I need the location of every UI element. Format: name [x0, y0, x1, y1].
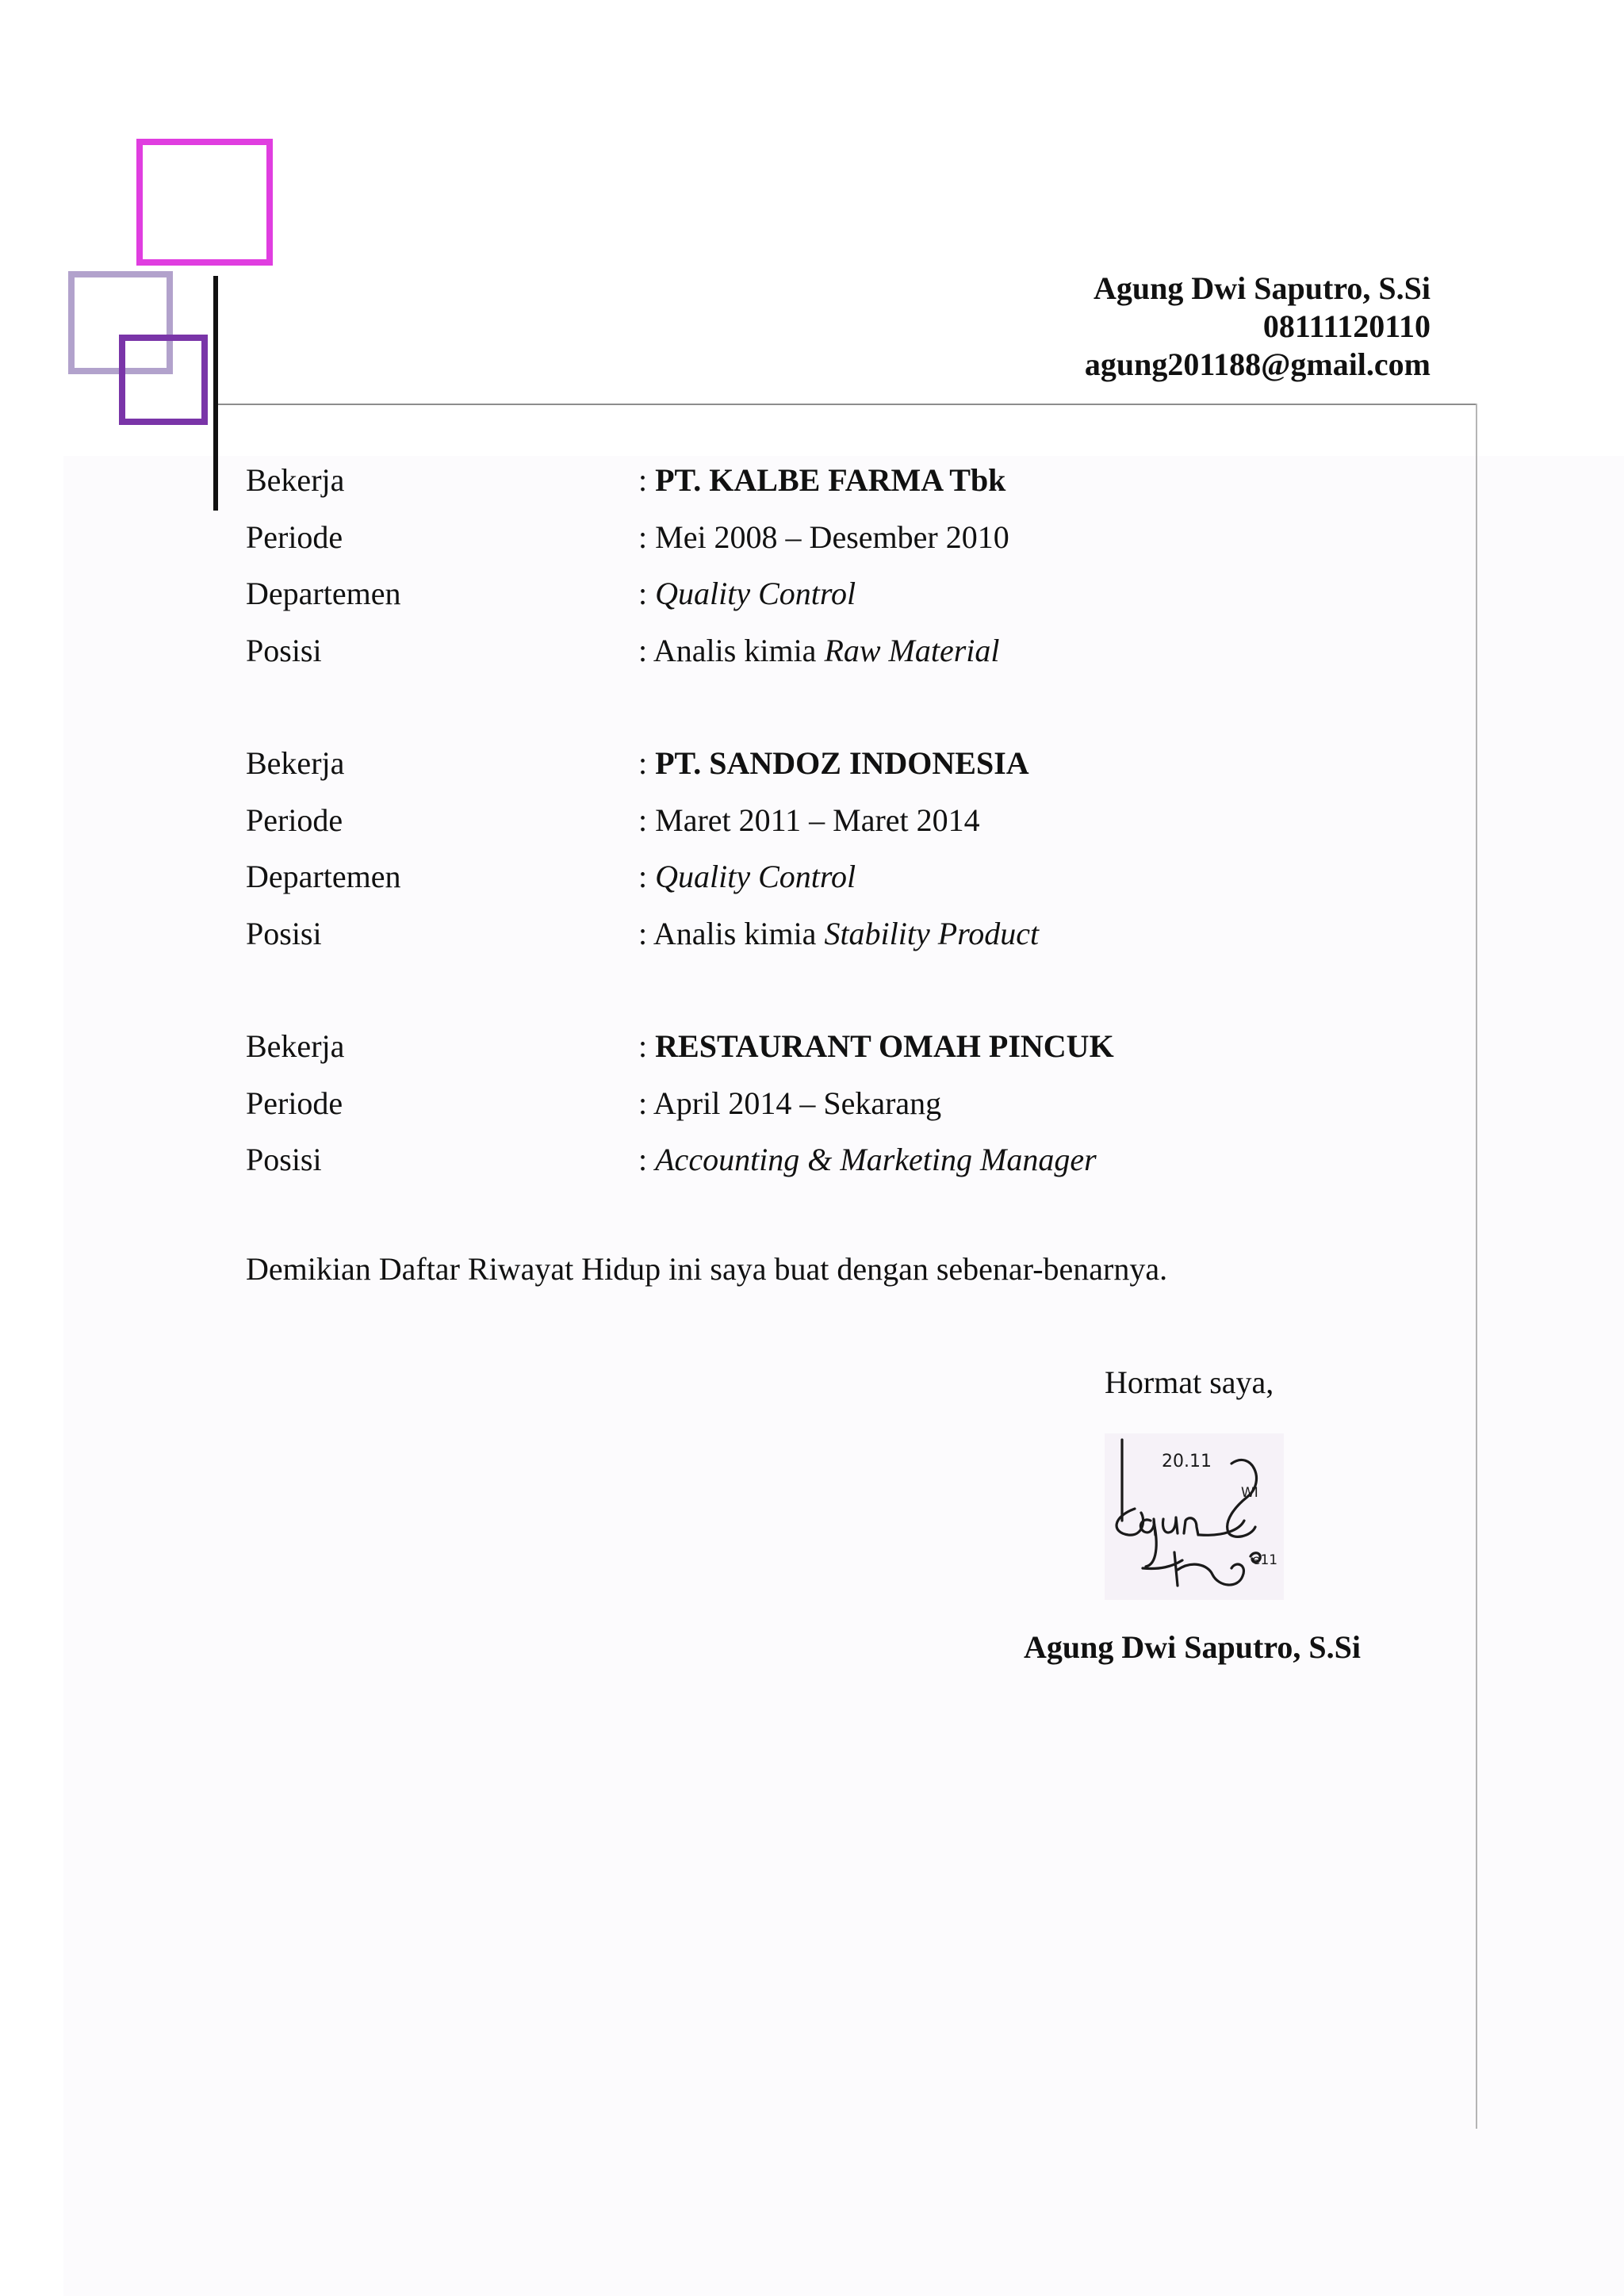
row-label: Posisi — [246, 915, 322, 951]
experience-row — [246, 622, 1435, 679]
row-value: : PT. SANDOZ INDONESIA — [638, 745, 1029, 781]
header-rule — [218, 404, 1477, 405]
company-name: PT. SANDOZ INDONESIA — [655, 745, 1029, 781]
row-value: : April 2014 – Sekarang — [638, 1085, 942, 1121]
signature-annotation: e11 — [1252, 1552, 1278, 1568]
row-value: : Analis kimia Stability Product — [638, 915, 1040, 951]
contact-email: agung201188@gmail.com — [1084, 346, 1431, 382]
experience-row — [246, 1131, 1435, 1188]
row-label: Departemen — [246, 859, 401, 894]
row-value: : Quality Control — [638, 576, 856, 611]
experience-block-1 — [246, 452, 1435, 679]
row-value: : Maret 2011 – Maret 2014 — [638, 802, 980, 838]
page-background — [63, 456, 1624, 2296]
experience-row — [246, 1075, 1435, 1132]
row-label: Posisi — [246, 632, 322, 668]
contact-name: Agung Dwi Saputro, S.Si — [1094, 270, 1431, 306]
experience-row — [246, 509, 1435, 566]
row-label: Bekerja — [246, 462, 345, 498]
experience-row — [246, 848, 1435, 905]
decor-square-purple — [119, 335, 208, 425]
row-value: : Accounting & Marketing Manager — [638, 1142, 1097, 1177]
signature-annotation: 20.11 — [1162, 1452, 1212, 1471]
experience-row — [246, 735, 1435, 792]
experience-row — [246, 452, 1435, 509]
experience-block-2 — [246, 735, 1435, 962]
experience-row — [246, 905, 1435, 962]
row-label: Periode — [246, 802, 343, 838]
row-value: : Mei 2008 – Desember 2010 — [638, 519, 1009, 555]
row-label: Posisi — [246, 1142, 322, 1177]
closing-statement: Demikian Daftar Riwayat Hidup ini saya buat dengan sebenar-benarnya. — [246, 1251, 1168, 1287]
row-value: : Quality Control — [638, 859, 856, 894]
experience-row — [246, 1018, 1435, 1075]
experience-block-3 — [246, 1018, 1435, 1188]
company-name: RESTAURANT OMAH PINCUK — [655, 1028, 1114, 1064]
closing-greeting: Hormat saya, — [1105, 1364, 1274, 1400]
row-value: : Analis kimia Raw Material — [638, 632, 1000, 668]
contact-phone: 08111120110 — [1262, 308, 1431, 344]
signature-annotation: WI — [1241, 1485, 1258, 1501]
contact-block — [1085, 270, 1431, 384]
decor-square-magenta — [136, 139, 273, 266]
row-label: Bekerja — [246, 745, 345, 781]
company-name: PT. KALBE FARMA Tbk — [655, 462, 1006, 498]
experience-row — [246, 565, 1435, 622]
row-label: Bekerja — [246, 1028, 345, 1064]
row-label: Periode — [246, 519, 343, 555]
row-value: : RESTAURANT OMAH PINCUK — [638, 1028, 1114, 1064]
row-label: Periode — [246, 1085, 343, 1121]
row-label: Departemen — [246, 576, 401, 611]
decor-vertical-bar — [213, 276, 218, 511]
experience-row — [246, 792, 1435, 849]
signature-name: Agung Dwi Saputro, S.Si — [1024, 1629, 1361, 1665]
right-margin-rule — [1476, 404, 1477, 2129]
signature-image — [1105, 1433, 1284, 1600]
row-value: : PT. KALBE FARMA Tbk — [638, 462, 1006, 498]
